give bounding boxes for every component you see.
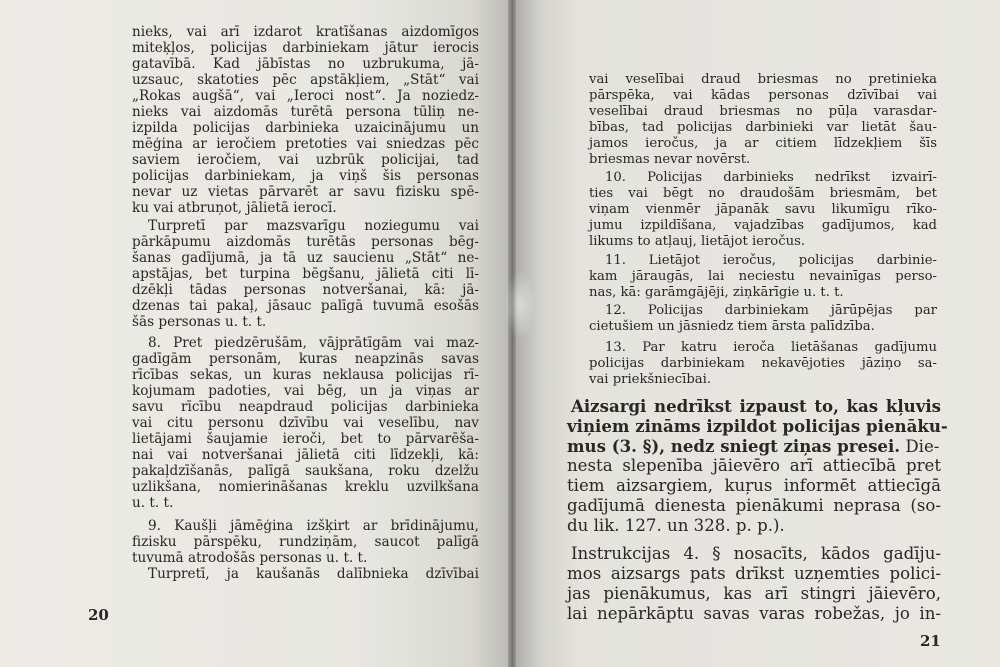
text-line: apstājas, bet turpina bēgšanu, jālietā citi lī- <box>132 266 479 282</box>
text-line: nevar uz vietas pārvarēt ar savu fizisku spē- <box>132 184 479 200</box>
text-line: šanas gadījumā, ja tā uz saucienu „Stāt“ ne- <box>132 250 479 266</box>
text-line: policijas darbiniekam, ja viņš šis personas <box>132 168 479 184</box>
text-line: bības, tad policijas darbinieki var lietāt šau- <box>589 120 937 135</box>
text-line: uzlikšana, nomierināšanas kreklu uzvilkšana <box>132 479 479 495</box>
text-line: tuvumā atrodošās personas u. t. t. <box>132 550 368 566</box>
text-line: vai citu personu dzīvību vai veselību, nav <box>132 415 479 431</box>
text-line: Turpretī, ja kaušanās dalībnieka dzīvībai <box>148 566 479 582</box>
text-line: du lik. 127. un 328. p. p.). <box>567 516 785 535</box>
text-line: pārspēka, vai kādas personas dzīvībai vai <box>589 88 937 103</box>
text-line: 13. Par katru ieroča lietāšanas gadījumu <box>605 340 937 355</box>
text-line: nieks vai aizdomās turētā persona tūliņ ne- <box>132 104 479 120</box>
text-line: šās personas u. t. t. <box>132 314 267 330</box>
text-line: izpilda policijas darbinieka uzaicinājumu un <box>132 120 479 136</box>
text-line: gatavībā. Kad jābīstas no uzbrukuma, jā- <box>132 56 479 72</box>
text-line: tiem aizsargiem, kuŗus informēt attiecīgā <box>567 476 941 495</box>
text-line: viņam vienmēr jāpanāk savu likumīgu rīko- <box>589 202 937 217</box>
text-line: jumu izpildīšana, vajadzības gadījumos, kad <box>589 218 937 233</box>
text-line: veselībai draud briesmas no pūļa varasdar- <box>589 104 937 119</box>
text-line: mos aizsargs pats drīkst uzņemties polici- <box>567 564 941 583</box>
text-line: nesta slepenība jāievēro arī attiecībā pret <box>567 456 941 475</box>
text-line: vai veselībai draud briesmas no pretinieka <box>589 72 937 87</box>
text-line: pakaļdzīšanās, palīgā saukšana, roku dzelžu <box>132 463 479 479</box>
text-line: 11. Lietājot ieročus, policijas darbinie- <box>605 253 937 268</box>
text-line: gadījumā dienesta pienākumi neprasa (so- <box>567 496 941 515</box>
text-line: kam jāraugās, lai neciestu nevainīgas perso- <box>589 269 937 284</box>
text-line: Instrukcijas 4. § nosacīts, kādos gadīju- <box>571 544 941 563</box>
text-line: dzenas tai pakaļ, jāsauc palīgā tuvumā esošās <box>132 298 479 314</box>
text-line: cietušiem un jāsniedz tiem ārsta palīdzība. <box>589 319 875 334</box>
text-line: gadīgām personām, kuras neapzinās savas <box>132 351 479 367</box>
mixed-text-line <box>567 436 941 457</box>
text-line: nieks, vai arī izdarot kratīšanas aizdomīgos <box>132 24 479 40</box>
text-line: saviem ieročiem, vai uzbrūk policijai, tad <box>132 152 479 168</box>
bold-text-line: Aizsargi nedrīkst izpaust to, kas kļuvis <box>571 396 941 416</box>
text-line: nai vai notveršanai jālietā citi līdzekļi, kā: <box>132 447 479 463</box>
text-line: policijas darbiniekam nekavējoties jāziņo sa- <box>589 356 937 371</box>
text-line: kojumam padoties, vai bēg, un ja viņas ar <box>132 383 479 399</box>
text-line: jamos ieročus, ja ar citiem līdzekļiem šīs <box>589 136 937 151</box>
text-line: jas pienākumus, kas arī stingri jāievēro, <box>567 584 941 603</box>
text-line: ties vai bēgt no draudošām briesmām, bet <box>589 186 937 201</box>
text-line: uzsauc, skatoties pēc apstākļiem, „Stāt“ vai <box>132 72 479 88</box>
text-line: lietājami šaujamie ieroči, bet to pārvarēša- <box>132 431 479 447</box>
text-line: pārkāpumu aizdomās turētās personas bēg- <box>132 234 479 250</box>
text-line: miteķļos, policijas darbiniekam jātur ierocis <box>132 40 479 56</box>
text-line: lai nepārkāptu savas varas robežas, jo in- <box>567 604 941 623</box>
text-line: fizisku pārspēku, rundziņām, saucot palīgā <box>132 534 479 550</box>
text-line: savu rīcību neapdraud policijas darbinieka <box>132 399 479 415</box>
text-line: Turpretī par mazsvarīgu noziegumu vai <box>148 218 479 234</box>
text-line: ku vai atbruņot, jālietā ierocī. <box>132 200 337 216</box>
text-line: „Rokas augšā“, vai „Ieroci nost“. Ja noziedz- <box>132 88 479 104</box>
page-number: 21 <box>920 632 941 650</box>
text-line: vai priekšniecībai. <box>589 372 712 387</box>
text-fragment: Die- <box>905 437 940 456</box>
text-line: nas, kā: garāmgājēji, ziņkārīgie u. t. t. <box>589 285 844 300</box>
text-line: likums to atļauj, lietājot ieročus. <box>589 234 806 249</box>
text-line: 9. Kaušļi jāmēģina izšķirt ar brīdinājumu, <box>148 518 479 534</box>
page-crease <box>505 270 535 340</box>
text-line: 8. Pret piedzērušām, vājprātīgām vai maz- <box>148 335 479 351</box>
bold-text: mus (3. §), nedz sniegt ziņas presei. <box>567 436 901 456</box>
text-line: dzēkļi tādas personas notveršanai, kā: jā- <box>132 282 479 298</box>
page-number: 20 <box>88 606 109 624</box>
bold-text-line: viņiem zināms izpildot policijas pienāku- <box>567 416 948 436</box>
text-line: 10. Policijas darbinieks nedrīkst izvairī- <box>605 170 937 185</box>
text-line: rīcības sekas, un kuras neklausa policijas rī- <box>132 367 479 383</box>
text-line: mēģina ar ieročiem pretoties vai sniedzas pēc <box>132 136 479 152</box>
text-line: u. t. t. <box>132 495 174 511</box>
text-line: 12. Policijas darbiniekam jārūpējas par <box>605 303 937 318</box>
text-line: briesmas nevar novērst. <box>589 152 751 167</box>
